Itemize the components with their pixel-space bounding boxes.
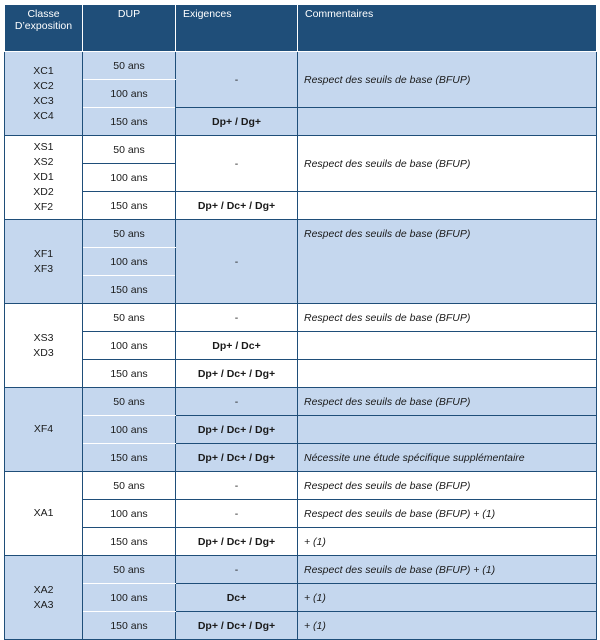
exposure-class-cell (5, 52, 83, 136)
table-row (5, 220, 597, 248)
table-row (5, 304, 597, 332)
class-label: XC2 (33, 79, 54, 92)
dup-cell: 50 ans (83, 52, 176, 80)
table-row (5, 360, 597, 388)
dup-cell: 150 ans (83, 528, 176, 556)
commentaire-cell: + (1) (298, 528, 597, 556)
commentaire-cell (298, 108, 597, 136)
exposure-class-cell (5, 556, 83, 640)
header-dup (83, 5, 176, 52)
commentaire-cell: Respect des seuils de base (BFUP) + (1) (298, 500, 597, 528)
dup-cell: 50 ans (83, 136, 176, 164)
class-label: XD1 (33, 171, 54, 183)
table-row (5, 444, 597, 472)
dup-cell: 100 ans (83, 500, 176, 528)
exigence-cell: Dc+ (176, 584, 298, 612)
commentaire-cell (298, 192, 597, 220)
class-label: XA2 (33, 583, 54, 596)
table-row (5, 584, 597, 612)
commentaire-cell: Respect des seuils de base (BFUP) (298, 52, 597, 108)
group-xa2 (5, 556, 597, 640)
table-row (5, 528, 597, 556)
class-label: XC4 (33, 109, 54, 122)
group-xc (5, 52, 597, 136)
class-label: XA1 (33, 507, 54, 519)
dup-cell: 150 ans (83, 444, 176, 472)
group-xs (5, 136, 597, 220)
class-label: XS2 (33, 156, 54, 168)
table-row (5, 472, 597, 500)
exigence-cell: - (176, 472, 298, 500)
group-xs3 (5, 304, 597, 388)
exigence-cell: - (176, 136, 298, 192)
commentaire-cell: Respect des seuils de base (BFUP) (298, 220, 597, 304)
header-dup-label: DUP (117, 8, 141, 20)
class-label: XF2 (33, 201, 54, 213)
dup-cell: 50 ans (83, 388, 176, 416)
dup-cell: 100 ans (83, 248, 176, 276)
exigence-cell: - (176, 556, 298, 584)
class-label: XF1 (33, 247, 54, 260)
class-label: XF4 (33, 423, 54, 435)
table-row (5, 612, 597, 640)
header-commentaires-label: Commentaires (305, 8, 374, 20)
class-label: XA3 (33, 598, 54, 611)
group-xf1 (5, 220, 597, 304)
commentaire-cell: Respect des seuils de base (BFUP) (298, 472, 597, 500)
table-row (5, 192, 597, 220)
dup-cell: 150 ans (83, 108, 176, 136)
table-row (5, 136, 597, 164)
commentaire-cell (298, 332, 597, 360)
class-label: XC1 (33, 64, 54, 77)
group-xf4 (5, 388, 597, 472)
dup-cell: 150 ans (83, 360, 176, 388)
commentaire-cell: Respect des seuils de base (BFUP) (298, 388, 597, 416)
dup-cell: 100 ans (83, 416, 176, 444)
commentaire-cell: Respect des seuils de base (BFUP) (298, 136, 597, 192)
dup-cell: 150 ans (83, 612, 176, 640)
exigence-cell: Dp+ / Dc+ / Dg+ (176, 360, 298, 388)
commentaire-cell: Nécessite une étude spécifique supplémentaire (298, 444, 597, 472)
table-row (5, 500, 597, 528)
table-row (5, 388, 597, 416)
table-row (5, 332, 597, 360)
exigence-cell: Dp+ / Dc+ / Dg+ (176, 192, 298, 220)
exigence-cell: Dp+ / Dg+ (176, 108, 298, 136)
dup-cell: 100 ans (83, 164, 176, 192)
commentaire-cell (298, 360, 597, 388)
exigence-cell: Dp+ / Dc+ (176, 332, 298, 360)
exigence-cell: Dp+ / Dc+ / Dg+ (176, 444, 298, 472)
table-row (5, 108, 597, 136)
dup-cell: 100 ans (83, 584, 176, 612)
dup-cell: 150 ans (83, 276, 176, 304)
class-label: XD3 (33, 346, 54, 359)
dup-cell: 50 ans (83, 556, 176, 584)
exigence-cell: Dp+ / Dc+ / Dg+ (176, 416, 298, 444)
exposure-class-cell (5, 472, 83, 556)
dup-cell: 50 ans (83, 220, 176, 248)
header-commentaires (298, 5, 597, 52)
dup-cell: 100 ans (83, 80, 176, 108)
exigence-cell: Dp+ / Dc+ / Dg+ (176, 528, 298, 556)
header-exigences-label: Exigences (183, 8, 232, 20)
exposure-class-cell (5, 136, 83, 220)
table-row (5, 556, 597, 584)
commentaire-cell: + (1) (298, 612, 597, 640)
class-label: XS1 (33, 141, 54, 153)
exigence-cell: - (176, 500, 298, 528)
dup-cell: 50 ans (83, 304, 176, 332)
header-classe-label: Classe D’exposition (14, 8, 73, 32)
class-label: XD2 (33, 186, 54, 198)
header-row (5, 5, 597, 52)
commentaire-cell: + (1) (298, 584, 597, 612)
commentaire-cell: Respect des seuils de base (BFUP) (298, 304, 597, 332)
exposure-class-cell (5, 304, 83, 388)
group-xa1 (5, 472, 597, 556)
exigence-cell: - (176, 388, 298, 416)
exigence-cell: - (176, 220, 298, 304)
commentaire-cell (298, 416, 597, 444)
exposure-class-cell (5, 388, 83, 472)
class-label: XS3 (33, 331, 54, 344)
exposure-class-cell (5, 220, 83, 304)
commentaire-cell: Respect des seuils de base (BFUP) + (1) (298, 556, 597, 584)
table-row (5, 416, 597, 444)
class-label: XC3 (33, 94, 54, 107)
dup-cell: 100 ans (83, 332, 176, 360)
exigence-cell: - (176, 52, 298, 108)
durability-requirements-table (4, 4, 597, 640)
dup-cell: 150 ans (83, 192, 176, 220)
header-classe (5, 5, 83, 52)
exigence-cell: Dp+ / Dc+ / Dg+ (176, 612, 298, 640)
header-exigences (176, 5, 298, 52)
dup-cell: 50 ans (83, 472, 176, 500)
exigence-cell: - (176, 304, 298, 332)
class-label: XF3 (33, 262, 54, 275)
table-row (5, 52, 597, 80)
